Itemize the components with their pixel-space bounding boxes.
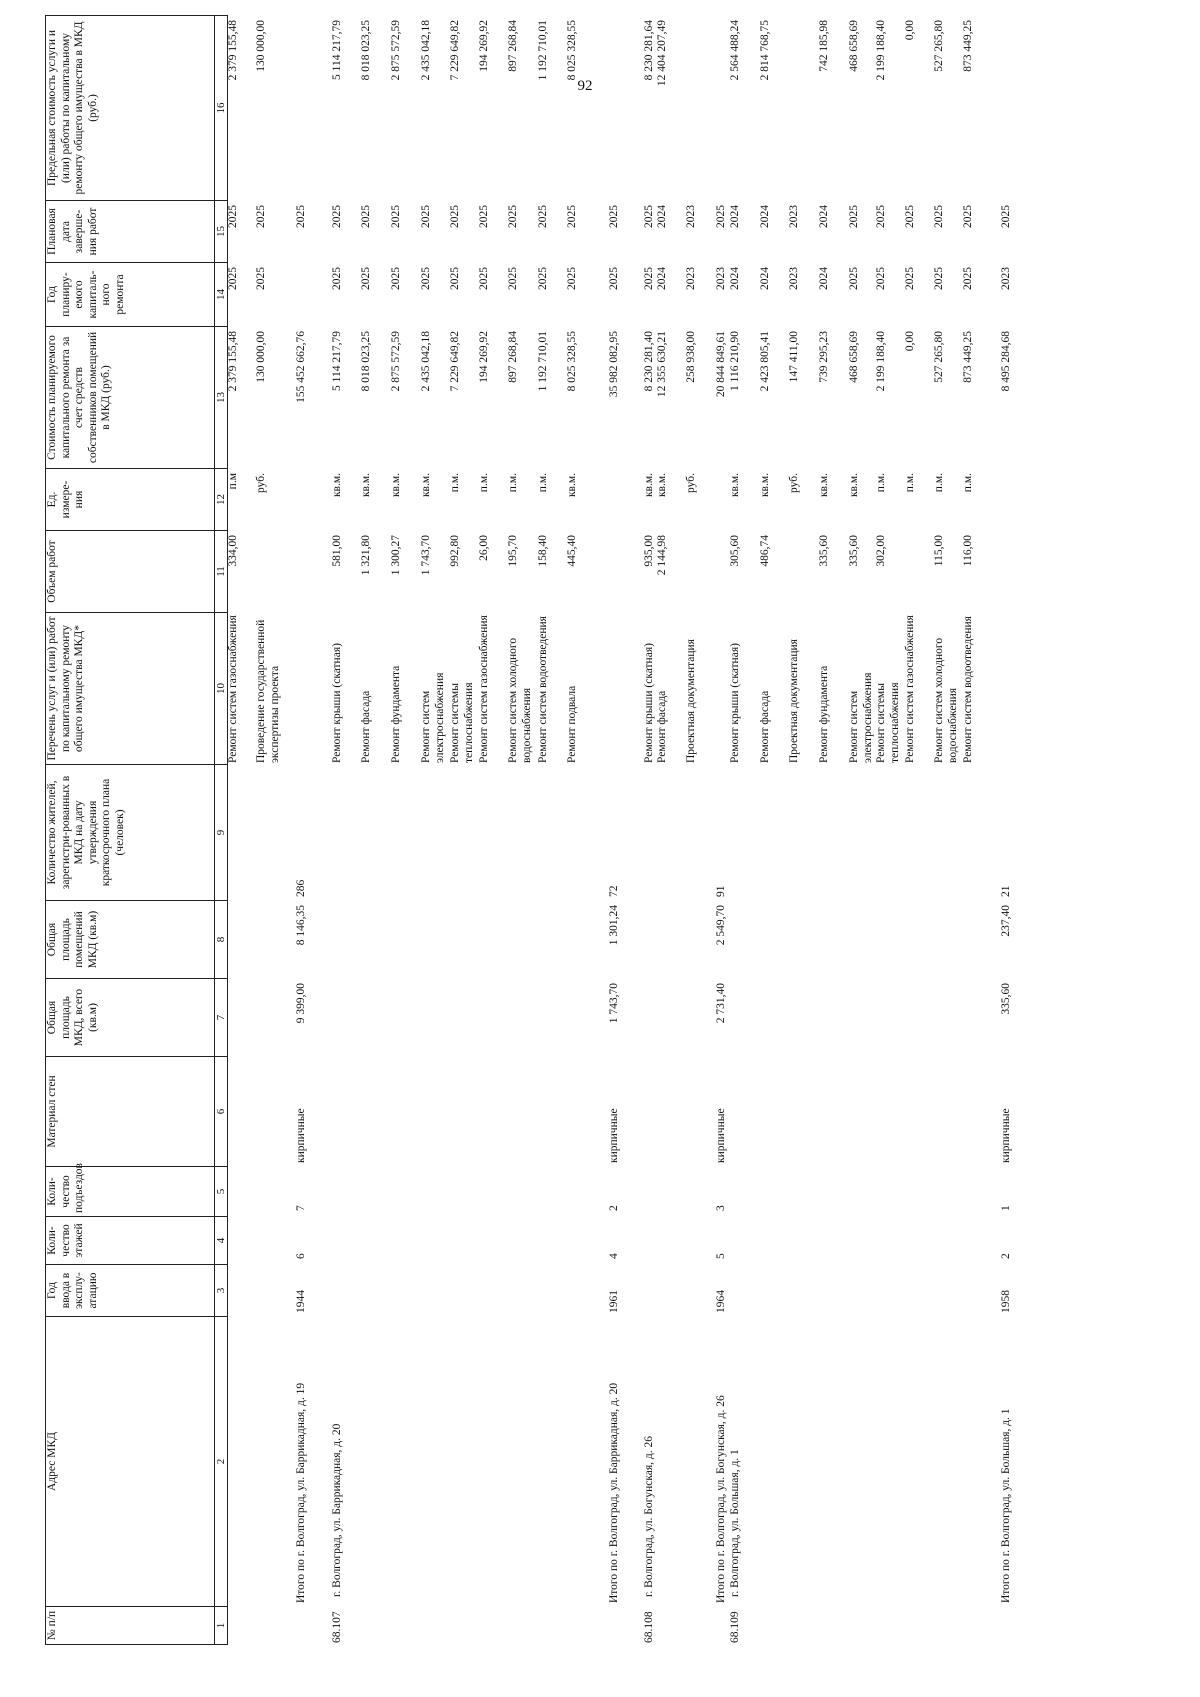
work-year: 2025: [643, 267, 655, 290]
wall-material: кирпичные: [715, 1108, 727, 1163]
work-limit-cost: 0,00: [904, 20, 916, 41]
work-unit: п.м.: [449, 473, 461, 493]
entrances-count: 7: [295, 1205, 307, 1211]
work-cost: 468 658,69: [848, 331, 860, 383]
column-header: Коли-чество этажей: [46, 1217, 215, 1265]
column-header: Плановая дата заверше-ния работ: [46, 201, 215, 263]
work-description: Ремонт систем газоснабжения: [227, 615, 239, 763]
total-area: 9 399,00: [295, 983, 307, 1024]
column-number-row: [215, 16, 228, 1645]
floors-count: 4: [608, 1253, 620, 1259]
work-year: 2024: [818, 267, 830, 290]
work-volume: 26,00: [478, 535, 490, 561]
work-description: Ремонт крыши (скатная): [643, 643, 655, 763]
work-year: 2024: [656, 267, 668, 290]
work-year: 2025: [478, 267, 490, 290]
work-unit: кв.м.: [566, 473, 578, 498]
residents-count: 91: [715, 885, 727, 897]
work-description: Ремонт систем газоснабжения: [478, 615, 490, 763]
column-number: 1: [215, 1607, 228, 1645]
work-unit: п.м.: [507, 473, 519, 493]
work-cost: 8 018 023,25: [360, 331, 372, 392]
work-end-date: 2024: [729, 205, 741, 228]
work-description: Ремонт систем электроснабжения: [420, 672, 446, 763]
summary-label: Итого по г. Волгоград, ул. Богунская, д. 26: [715, 1395, 727, 1603]
work-volume: 115,00: [933, 535, 945, 567]
work-description: Ремонт систем водоотведения: [962, 616, 974, 763]
work-description: Ремонт фасада: [360, 690, 372, 763]
work-cost: 739 295,23: [818, 331, 830, 383]
work-cost: 873 449,25: [962, 331, 974, 383]
build-year: 1964: [715, 1290, 727, 1313]
address: г. Волгоград, ул. Большая, д. 1: [729, 1449, 741, 1597]
work-year: 2025: [962, 267, 974, 290]
work-end-date: 2025: [507, 205, 519, 228]
column-header: № п/п: [46, 1607, 215, 1645]
work-description: Ремонт систем газоснабжения: [904, 615, 916, 763]
header-row: [46, 16, 215, 1645]
work-volume: 2 144,98: [656, 535, 668, 576]
work-year: 2025: [449, 267, 461, 290]
work-unit: п.м.: [904, 473, 916, 493]
work-unit: руб.: [788, 473, 800, 493]
total-area: 1 743,70: [608, 983, 620, 1024]
work-end-date: 2025: [537, 205, 549, 228]
column-number: 3: [215, 1265, 228, 1317]
work-limit-cost: 8 230 281,64: [643, 20, 655, 81]
total-area: 2 731,40: [715, 983, 727, 1024]
column-header: Ед. измере-ния: [46, 469, 215, 531]
work-volume: 935,00: [643, 535, 655, 567]
residents-count: 21: [1000, 885, 1012, 897]
work-unit: кв.м.: [331, 473, 343, 498]
work-limit-cost: 873 449,25: [962, 20, 974, 72]
wall-material: кирпичные: [1000, 1108, 1012, 1163]
row-number: 68.108: [643, 1611, 655, 1643]
summary-end-date: 2025: [1000, 205, 1012, 228]
column-header: Год ввода в эксплу-атацию: [46, 1265, 215, 1317]
column-number: 5: [215, 1167, 228, 1217]
work-year: 2023: [685, 267, 697, 290]
floors-count: 2: [1000, 1253, 1012, 1259]
work-cost: 8 230 281,40: [643, 331, 655, 392]
work-unit: кв.м.: [360, 473, 372, 498]
column-header: Год планиру-емого капиталь-ного ремонта: [46, 263, 215, 327]
work-limit-cost: 2 814 768,75: [759, 20, 771, 81]
work-volume: 335,60: [818, 535, 830, 567]
work-limit-cost: 130 000,00: [255, 20, 267, 72]
work-unit: п.м.: [933, 473, 945, 493]
entrances-count: 2: [608, 1205, 620, 1211]
address: г. Волгоград, ул. Баррикадная, д. 20: [331, 1423, 343, 1597]
column-number: 15: [215, 201, 228, 263]
work-unit: кв.м.: [818, 473, 830, 498]
premises-area: 2 549,70: [715, 905, 727, 946]
summary-end-date: 2025: [295, 205, 307, 228]
work-description: Ремонт систем холодного водоснабжения: [933, 637, 959, 763]
work-year: 2025: [537, 267, 549, 290]
work-end-date: 2025: [331, 205, 343, 228]
work-volume: 334,00: [227, 535, 239, 567]
work-cost: 2 423 805,41: [759, 331, 771, 392]
work-volume: 1 321,80: [360, 535, 372, 576]
wall-material: кирпичные: [295, 1108, 307, 1163]
work-description: Ремонт крыши (скатная): [331, 643, 343, 763]
work-year: 2025: [255, 267, 267, 290]
column-header: Общая площадь МКД, всего (кв.м): [46, 979, 215, 1057]
work-volume: 158,40: [537, 535, 549, 567]
work-cost: 147 411,00: [788, 331, 800, 383]
work-end-date: 2023: [685, 205, 697, 228]
summary-end-date: 2025: [715, 205, 727, 228]
work-cost: 130 000,00: [255, 331, 267, 383]
summary-label: Итого по г. Волгоград, ул. Баррикадная, д. 19: [295, 1382, 307, 1603]
work-unit: п.м.: [962, 473, 974, 493]
summary-cost: 8 495 284,68: [1000, 331, 1012, 392]
column-header: Стоимость планируемого капитального ремонта за счет средств собственников помещений в МКД (руб.): [46, 327, 215, 469]
work-end-date: 2024: [656, 205, 668, 228]
work-end-date: 2025: [420, 205, 432, 228]
work-description: Ремонт крыши (скатная): [729, 643, 741, 763]
work-end-date: 2025: [360, 205, 372, 228]
work-year: 2023: [788, 267, 800, 290]
work-end-date: 2023: [788, 205, 800, 228]
column-header: Коли-чество подъездов: [46, 1167, 215, 1217]
work-unit: п.м.: [875, 473, 887, 493]
work-cost: 1 116 210,90: [729, 331, 741, 391]
summary-label: Итого по г. Волгоград, ул. Баррикадная, д. 20: [608, 1382, 620, 1603]
work-cost: 1 192 710,01: [537, 331, 549, 392]
work-end-date: 2025: [643, 205, 655, 228]
work-end-date: 2025: [478, 205, 490, 228]
column-header: Количество жителей, зарегистри-рованных в МКД на дату утверждения краткосрочного плана (человек): [46, 765, 215, 901]
summary-label: Итого по г. Волгоград, ул. Большая, д. 1: [1000, 1408, 1012, 1603]
work-limit-cost: 8 025 328,55: [566, 20, 578, 81]
work-description: Ремонт фасада: [656, 690, 668, 763]
residents-count: 286: [295, 879, 307, 897]
work-year: 2025: [420, 267, 432, 290]
row-number: 68.109: [729, 1611, 741, 1643]
work-year: 2025: [507, 267, 519, 290]
work-end-date: 2025: [933, 205, 945, 228]
column-number: 4: [215, 1217, 228, 1265]
work-cost: 527 265,80: [933, 331, 945, 383]
work-cost: 2 199 188,40: [875, 331, 887, 392]
work-volume: 195,70: [507, 535, 519, 567]
work-unit: кв.м.: [390, 473, 402, 498]
column-header: Материал стен: [46, 1057, 215, 1167]
work-year: 2025: [566, 267, 578, 290]
work-description: Ремонт фундамента: [390, 665, 402, 763]
work-year: 2024: [759, 267, 771, 290]
work-limit-cost: 527 265,80: [933, 20, 945, 72]
work-cost: 897 268,84: [507, 331, 519, 383]
work-volume: 302,00: [875, 535, 887, 567]
work-limit-cost: 5 114 217,79: [331, 20, 343, 80]
work-end-date: 2025: [255, 205, 267, 228]
summary-cost: 35 982 082,95: [608, 331, 620, 398]
work-volume: 581,00: [331, 535, 343, 567]
work-limit-cost: 468 658,69: [848, 20, 860, 72]
column-number: 16: [215, 16, 228, 201]
build-year: 1944: [295, 1290, 307, 1313]
work-cost: 258 938,00: [685, 331, 697, 383]
work-cost: 194 269,92: [478, 331, 490, 383]
work-description: Ремонт фундамента: [818, 665, 830, 763]
work-year: 2025: [933, 267, 945, 290]
work-end-date: 2025: [848, 205, 860, 228]
wall-material: кирпичные: [608, 1108, 620, 1163]
work-unit: кв.м.: [759, 473, 771, 498]
summary-end-date: 2025: [608, 205, 620, 228]
work-end-date: 2025: [904, 205, 916, 228]
work-year: 2025: [875, 267, 887, 290]
work-description: Проектная документация: [788, 639, 800, 763]
column-number: 12: [215, 469, 228, 531]
work-unit: п.м: [227, 473, 239, 490]
work-description: Ремонт системы теплоснабжения: [875, 682, 901, 763]
work-cost: 12 355 630,21: [656, 331, 668, 398]
work-volume: 486,74: [759, 535, 771, 567]
work-limit-cost: 8 018 023,25: [360, 20, 372, 81]
work-year: 2025: [390, 267, 402, 290]
header-table: [45, 15, 228, 1645]
work-description: Ремонт системы теплоснабжения: [449, 682, 475, 763]
work-unit: руб.: [255, 473, 267, 493]
work-limit-cost: 2 379 155,48: [227, 20, 239, 81]
work-description: Проведение государственной экспертизы проекта: [255, 619, 281, 763]
summary-cost: 155 452 662,76: [295, 331, 307, 403]
address: г. Волгоград, ул. Богунская, д. 26: [643, 1436, 655, 1597]
column-number: 8: [215, 901, 228, 979]
work-limit-cost: 2 875 572,59: [390, 20, 402, 81]
work-year: 2024: [729, 267, 741, 290]
work-end-date: 2025: [227, 205, 239, 228]
column-number: 7: [215, 979, 228, 1057]
work-year: 2025: [227, 267, 239, 290]
work-volume: 992,80: [449, 535, 461, 567]
work-end-date: 2025: [962, 205, 974, 228]
build-year: 1961: [608, 1290, 620, 1313]
work-cost: 2 379 155,48: [227, 331, 239, 392]
column-header: Общая площадь помещений МКД (кв.м): [46, 901, 215, 979]
work-end-date: 2025: [566, 205, 578, 228]
premises-area: 8 146,35: [295, 905, 307, 946]
work-end-date: 2025: [390, 205, 402, 228]
work-unit: кв.м.: [729, 473, 741, 498]
work-description: Ремонт фасада: [759, 690, 771, 763]
column-number: 14: [215, 263, 228, 327]
work-year: 2025: [331, 267, 343, 290]
work-cost: 0,00: [904, 331, 916, 352]
work-end-date: 2025: [875, 205, 887, 228]
work-unit: кв.м.: [643, 473, 655, 498]
work-limit-cost: 7 229 649,82: [449, 20, 461, 81]
work-unit: кв.м.: [420, 473, 432, 498]
column-number: 9: [215, 765, 228, 901]
work-unit: п.м.: [478, 473, 490, 493]
entrances-count: 1: [1000, 1205, 1012, 1211]
column-header: Адрес МКД: [46, 1317, 215, 1607]
work-description: Ремонт подвала: [566, 685, 578, 763]
work-unit: кв.м.: [848, 473, 860, 498]
work-volume: 445,40: [566, 535, 578, 567]
floors-count: 6: [295, 1253, 307, 1259]
column-number: 11: [215, 531, 228, 613]
summary-cost: 20 844 849,61: [715, 331, 727, 398]
row-number: 68.107: [331, 1611, 343, 1643]
work-limit-cost: 194 269,92: [478, 20, 490, 72]
work-unit: кв.м.: [656, 473, 668, 498]
summary-year: 2023: [715, 267, 727, 290]
build-year: 1958: [1000, 1290, 1012, 1313]
work-limit-cost: 742 185,98: [818, 20, 830, 72]
work-limit-cost: 12 404 207,49: [656, 20, 668, 87]
work-limit-cost: 2 199 188,40: [875, 20, 887, 81]
column-header: Объем работ: [46, 531, 215, 613]
residents-count: 72: [608, 885, 620, 897]
summary-year: 2025: [608, 267, 620, 290]
work-unit: руб.: [685, 473, 697, 493]
column-number: 2: [215, 1317, 228, 1607]
work-end-date: 2024: [759, 205, 771, 228]
table-body: [227, 16, 1177, 1645]
column-number: 10: [215, 613, 228, 765]
work-limit-cost: 897 268,84: [507, 20, 519, 72]
work-volume: 335,60: [848, 535, 860, 567]
work-description: Ремонт систем холодного водоснабжения: [507, 637, 533, 763]
work-cost: 8 025 328,55: [566, 331, 578, 392]
work-cost: 2 435 042,18: [420, 331, 432, 392]
work-cost: 5 114 217,79: [331, 331, 343, 391]
column-number: 13: [215, 327, 228, 469]
entrances-count: 3: [715, 1205, 727, 1211]
work-limit-cost: 2 564 488,24: [729, 20, 741, 81]
work-limit-cost: 1 192 710,01: [537, 20, 549, 81]
work-description: Ремонт систем электроснабжения: [848, 672, 874, 763]
floors-count: 5: [715, 1253, 727, 1259]
work-end-date: 2025: [449, 205, 461, 228]
work-year: 2025: [848, 267, 860, 290]
summary-year: 2023: [1000, 267, 1012, 290]
premises-area: 1 301,24: [608, 905, 620, 946]
work-volume: 1 300,27: [390, 535, 402, 576]
work-volume: 1 743,70: [420, 535, 432, 576]
work-year: 2025: [360, 267, 372, 290]
work-description: Проектная документация: [685, 639, 697, 763]
work-volume: 116,00: [962, 535, 974, 567]
work-description: Ремонт систем водоотведения: [537, 616, 549, 763]
work-unit: п.м.: [537, 473, 549, 493]
premises-area: 237,40: [1000, 905, 1012, 937]
column-header: Перечень услуг и (или) работ по капитальному ремонту общего имущества МКД*: [46, 613, 215, 765]
work-year: 2025: [904, 267, 916, 290]
work-cost: 7 229 649,82: [449, 331, 461, 392]
work-cost: 2 875 572,59: [390, 331, 402, 392]
column-header: Предельная стоимость услуги и (или) работы по капитальному ремонту общего имущества в МКД (руб.): [46, 16, 215, 201]
work-limit-cost: 2 435 042,18: [420, 20, 432, 81]
page-number: 92: [577, 78, 593, 94]
work-volume: 305,60: [729, 535, 741, 567]
column-number: 6: [215, 1057, 228, 1167]
work-end-date: 2024: [818, 205, 830, 228]
total-area: 335,60: [1000, 983, 1012, 1015]
